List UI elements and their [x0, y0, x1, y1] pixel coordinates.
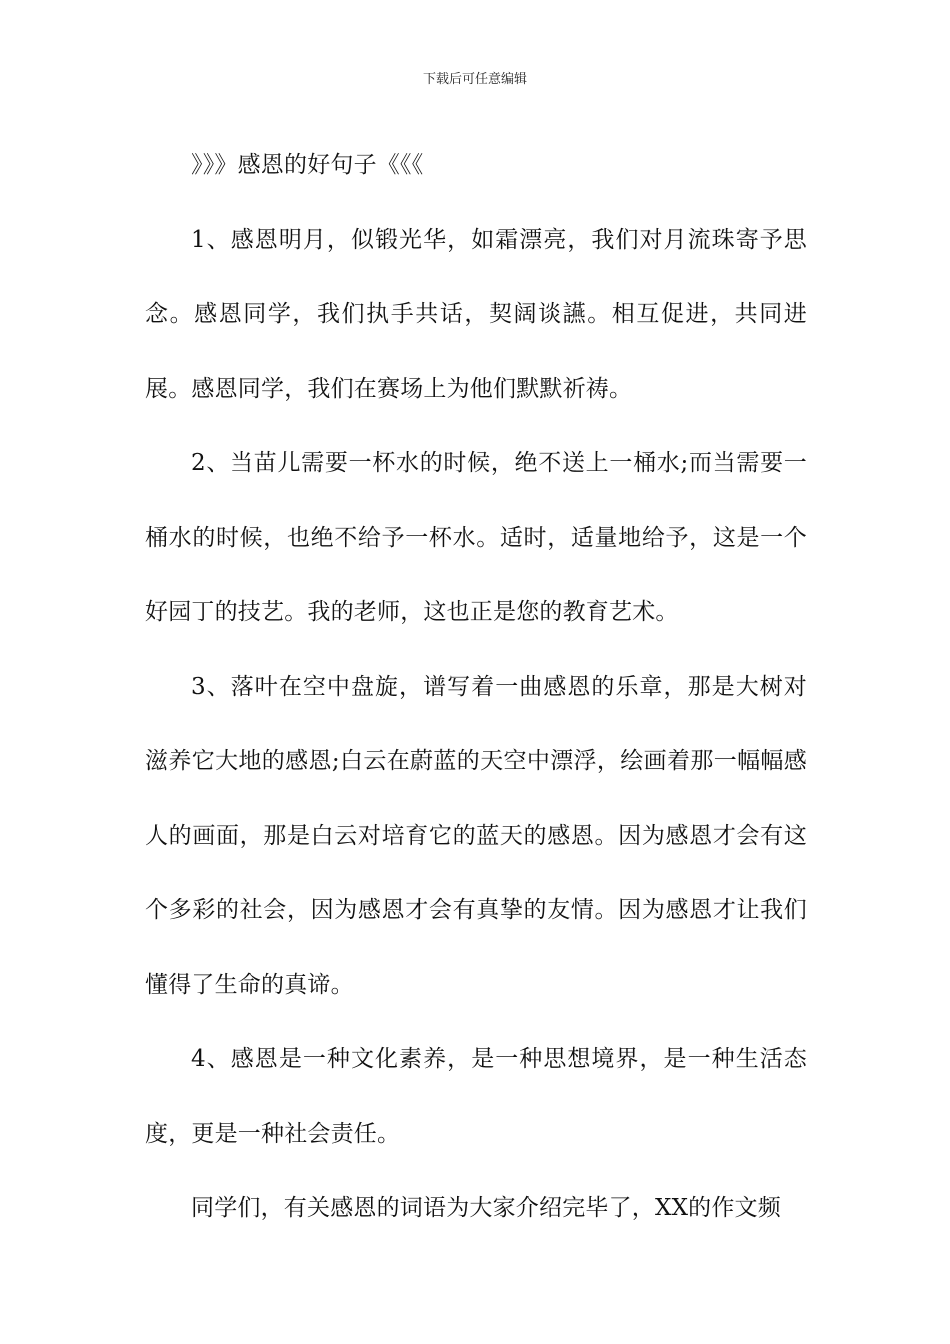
paragraph-3: 3、落叶在空中盘旋，谱写着一曲感恩的乐章，那是大树对滋养它大地的感恩;白云在蔚蓝的天空中漂浮，绘画着那一幅幅感人的画面，那是白云对培育它的蓝天的感恩。因为感恩才会有这个多彩的社会，因为感恩才会有真挚的友情。因为感恩才让我们懂得了生命的真谛。	[145, 673, 807, 998]
paragraph-5: 同学们，有关感恩的词语为大家介绍完毕了，XX的作文频	[191, 1195, 781, 1221]
document-title: 》》》感恩的好句子《《《	[191, 152, 424, 178]
paragraph-2: 2、当苗儿需要一杯水的时候，绝不送上一桶水;而当需要一桶水的时候，也绝不给予一杯水。适时，适量地给予，这是一个好园丁的技艺。我的老师，这也正是您的教育艺术。	[145, 450, 807, 625]
page-header: 下载后可任意编辑	[422, 72, 527, 87]
paragraph-1: 1、感恩明月，似锻光华，如霜漂亮，我们对月流珠寄予思念。感恩同学，我们执手共话，契阔谈讌。相互促进，共同进展。感恩同学，我们在赛场上为他们默默祈祷。	[145, 226, 807, 402]
paragraph-4: 4、感恩是一种文化素养，是一种思想境界，是一种生活态度，更是一种社会责任。	[145, 1046, 807, 1147]
document-body	[145, 128, 807, 1246]
